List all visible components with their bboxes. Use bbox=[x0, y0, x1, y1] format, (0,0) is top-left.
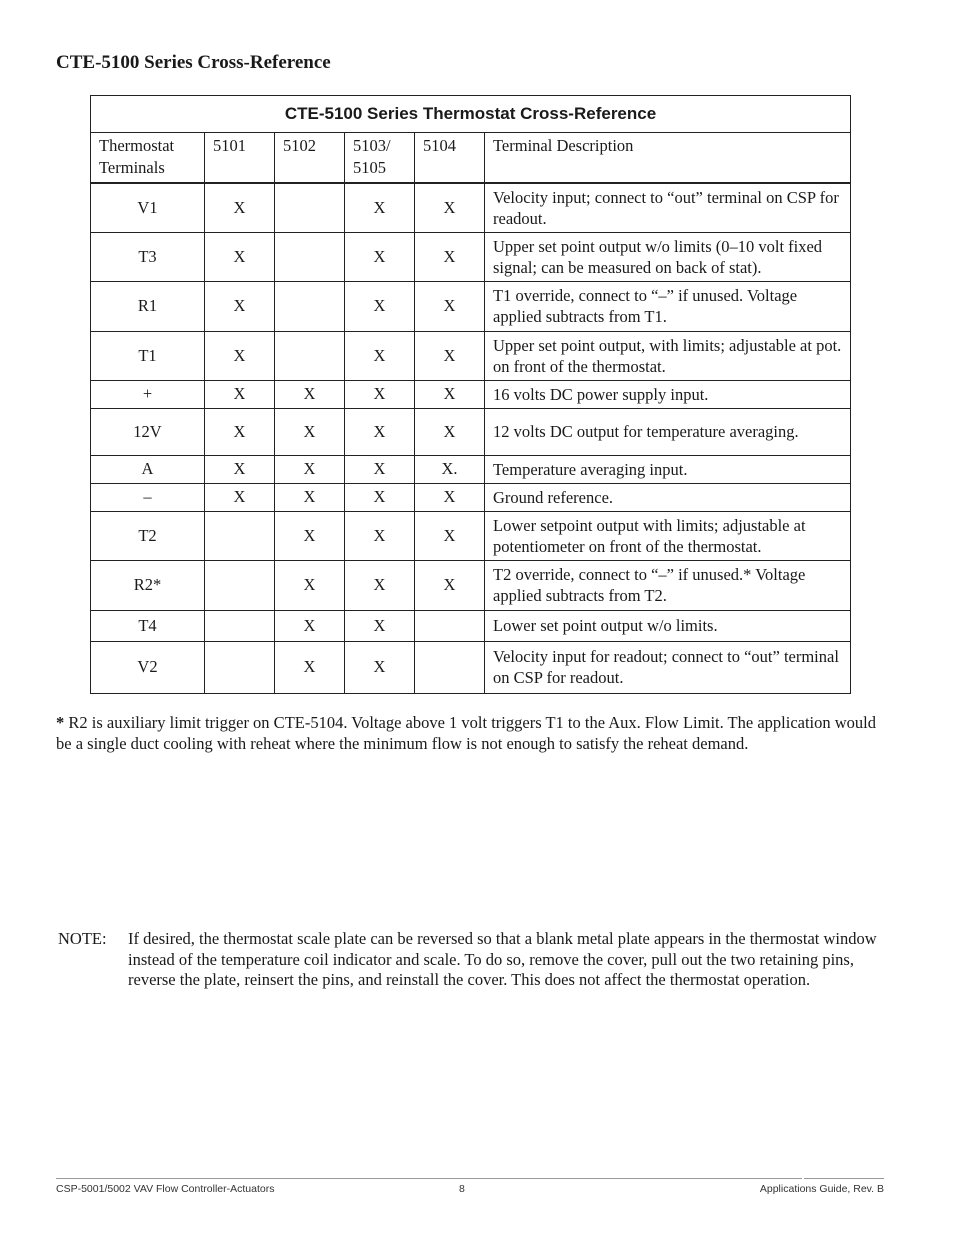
mark-5102 bbox=[275, 232, 345, 281]
description-cell: 12 volts DC output for temperature averaging. bbox=[485, 408, 851, 455]
terminal-cell: R2* bbox=[91, 560, 205, 610]
mark-5101: X bbox=[205, 183, 275, 232]
terminal-cell: A bbox=[91, 455, 205, 483]
description-cell: Lower set point output w/o limits. bbox=[485, 610, 851, 641]
table-row bbox=[91, 183, 851, 232]
description-cell: Temperature averaging input. bbox=[485, 455, 851, 483]
table-row bbox=[91, 380, 851, 408]
terminal-cell: T3 bbox=[91, 232, 205, 281]
mark-5103: X bbox=[345, 511, 415, 560]
description-cell: Velocity input; connect to “out” terminal on CSP for readout. bbox=[485, 183, 851, 232]
mark-5101 bbox=[205, 610, 275, 641]
mark-5103: X bbox=[345, 641, 415, 693]
table-row bbox=[91, 641, 851, 693]
mark-5101: X bbox=[205, 483, 275, 511]
cross-reference-table bbox=[90, 95, 851, 694]
footer-guide-revision: Applications Guide, Rev. B bbox=[759, 1183, 884, 1195]
header-description: Terminal Description bbox=[485, 133, 851, 184]
mark-5104: X bbox=[415, 183, 485, 232]
mark-5104: X bbox=[415, 483, 485, 511]
mark-5103: X bbox=[345, 232, 415, 281]
table-header-row bbox=[91, 133, 851, 184]
table-row bbox=[91, 232, 851, 281]
terminal-cell: T4 bbox=[91, 610, 205, 641]
mark-5102: X bbox=[275, 483, 345, 511]
mark-5101: X bbox=[205, 408, 275, 455]
mark-5102: X bbox=[275, 610, 345, 641]
mark-5101 bbox=[205, 560, 275, 610]
mark-5101 bbox=[205, 511, 275, 560]
header-5102: 5102 bbox=[275, 133, 345, 184]
table-row bbox=[91, 560, 851, 610]
mark-5101: X bbox=[205, 281, 275, 331]
mark-5102: X bbox=[275, 380, 345, 408]
mark-5104: X. bbox=[415, 455, 485, 483]
footer-doc-title: CSP-5001/5002 VAV Flow Controller-Actuators bbox=[56, 1183, 275, 1195]
terminal-cell: R1 bbox=[91, 281, 205, 331]
mark-5103: X bbox=[345, 281, 415, 331]
mark-5101 bbox=[205, 641, 275, 693]
footnote-marker: * bbox=[56, 713, 65, 732]
header-5101: 5101 bbox=[205, 133, 275, 184]
terminal-cell: T1 bbox=[91, 331, 205, 380]
table-row bbox=[91, 281, 851, 331]
table-row bbox=[91, 455, 851, 483]
mark-5101: X bbox=[205, 331, 275, 380]
mark-5104: X bbox=[415, 560, 485, 610]
footnote-text: R2 is auxiliary limit trigger on CTE-5104. Voltage above 1 volt triggers T1 to the Aux. Flow Limit. The application would be a single duct cooling with reheat where the minimum flow is not enough to satisfy the reheat demand. bbox=[56, 713, 877, 753]
mark-5103: X bbox=[345, 408, 415, 455]
section-title: CTE-5100 Series Cross-Reference bbox=[56, 52, 331, 73]
terminal-cell: T2 bbox=[91, 511, 205, 560]
mark-5102: X bbox=[275, 455, 345, 483]
description-cell: Upper set point output w/o limits (0–10 volt fixed signal; can be measured on back of stat). bbox=[485, 232, 851, 281]
mark-5103: X bbox=[345, 560, 415, 610]
terminal-cell: + bbox=[91, 380, 205, 408]
description-cell: T1 override, connect to “–” if unused. Voltage applied subtracts from T1. bbox=[485, 281, 851, 331]
table-row bbox=[91, 331, 851, 380]
mark-5104 bbox=[415, 641, 485, 693]
footer-rule-right bbox=[804, 1178, 884, 1179]
footer-page-number: 8 bbox=[459, 1183, 465, 1195]
description-cell: Lower setpoint output with limits; adjustable at potentiometer on front of the thermostat. bbox=[485, 511, 851, 560]
mark-5104: X bbox=[415, 281, 485, 331]
mark-5101: X bbox=[205, 232, 275, 281]
terminal-cell: 12V bbox=[91, 408, 205, 455]
mark-5102: X bbox=[275, 511, 345, 560]
mark-5103: X bbox=[345, 380, 415, 408]
header-terminals: Thermostat Terminals bbox=[91, 133, 205, 184]
table-row bbox=[91, 511, 851, 560]
mark-5103: X bbox=[345, 610, 415, 641]
mark-5102 bbox=[275, 281, 345, 331]
mark-5102: X bbox=[275, 408, 345, 455]
terminal-cell: V1 bbox=[91, 183, 205, 232]
mark-5102 bbox=[275, 183, 345, 232]
header-5104: 5104 bbox=[415, 133, 485, 184]
mark-5104: X bbox=[415, 511, 485, 560]
mark-5104: X bbox=[415, 380, 485, 408]
mark-5102 bbox=[275, 331, 345, 380]
mark-5103: X bbox=[345, 183, 415, 232]
note-text: If desired, the thermostat scale plate can be reversed so that a blank metal plate appears in the thermostat window instead of the temperature coil indicator and scale. To do so, remove the cover, pull out the two retaining pins, reverse the plate, reinsert the pins, and reinstall the cover. This does not affect the thermostat operation. bbox=[128, 929, 877, 989]
mark-5102: X bbox=[275, 560, 345, 610]
footnote bbox=[56, 713, 886, 754]
mark-5102: X bbox=[275, 641, 345, 693]
mark-5101: X bbox=[205, 380, 275, 408]
mark-5104: X bbox=[415, 232, 485, 281]
note-label: NOTE: bbox=[58, 929, 107, 948]
description-cell: Upper set point output, with limits; adjustable at pot. on front of the thermostat. bbox=[485, 331, 851, 380]
terminal-cell: V2 bbox=[91, 641, 205, 693]
footer-rule-middle bbox=[486, 1178, 802, 1179]
mark-5104: X bbox=[415, 331, 485, 380]
mark-5103: X bbox=[345, 455, 415, 483]
header-5103-5105: 5103/ 5105 bbox=[345, 133, 415, 184]
description-cell: 16 volts DC power supply input. bbox=[485, 380, 851, 408]
description-cell: Velocity input for readout; connect to “out” terminal on CSP for readout. bbox=[485, 641, 851, 693]
mark-5104: X bbox=[415, 408, 485, 455]
mark-5101: X bbox=[205, 455, 275, 483]
footer-rule-left bbox=[56, 1178, 486, 1179]
table-caption: CTE-5100 Series Thermostat Cross-Reference bbox=[91, 96, 851, 133]
table-row bbox=[91, 483, 851, 511]
description-cell: T2 override, connect to “–” if unused.* Voltage applied subtracts from T2. bbox=[485, 560, 851, 610]
table-row bbox=[91, 610, 851, 641]
mark-5104 bbox=[415, 610, 485, 641]
terminal-cell: – bbox=[91, 483, 205, 511]
table-row bbox=[91, 408, 851, 455]
mark-5103: X bbox=[345, 483, 415, 511]
mark-5103: X bbox=[345, 331, 415, 380]
description-cell: Ground reference. bbox=[485, 483, 851, 511]
